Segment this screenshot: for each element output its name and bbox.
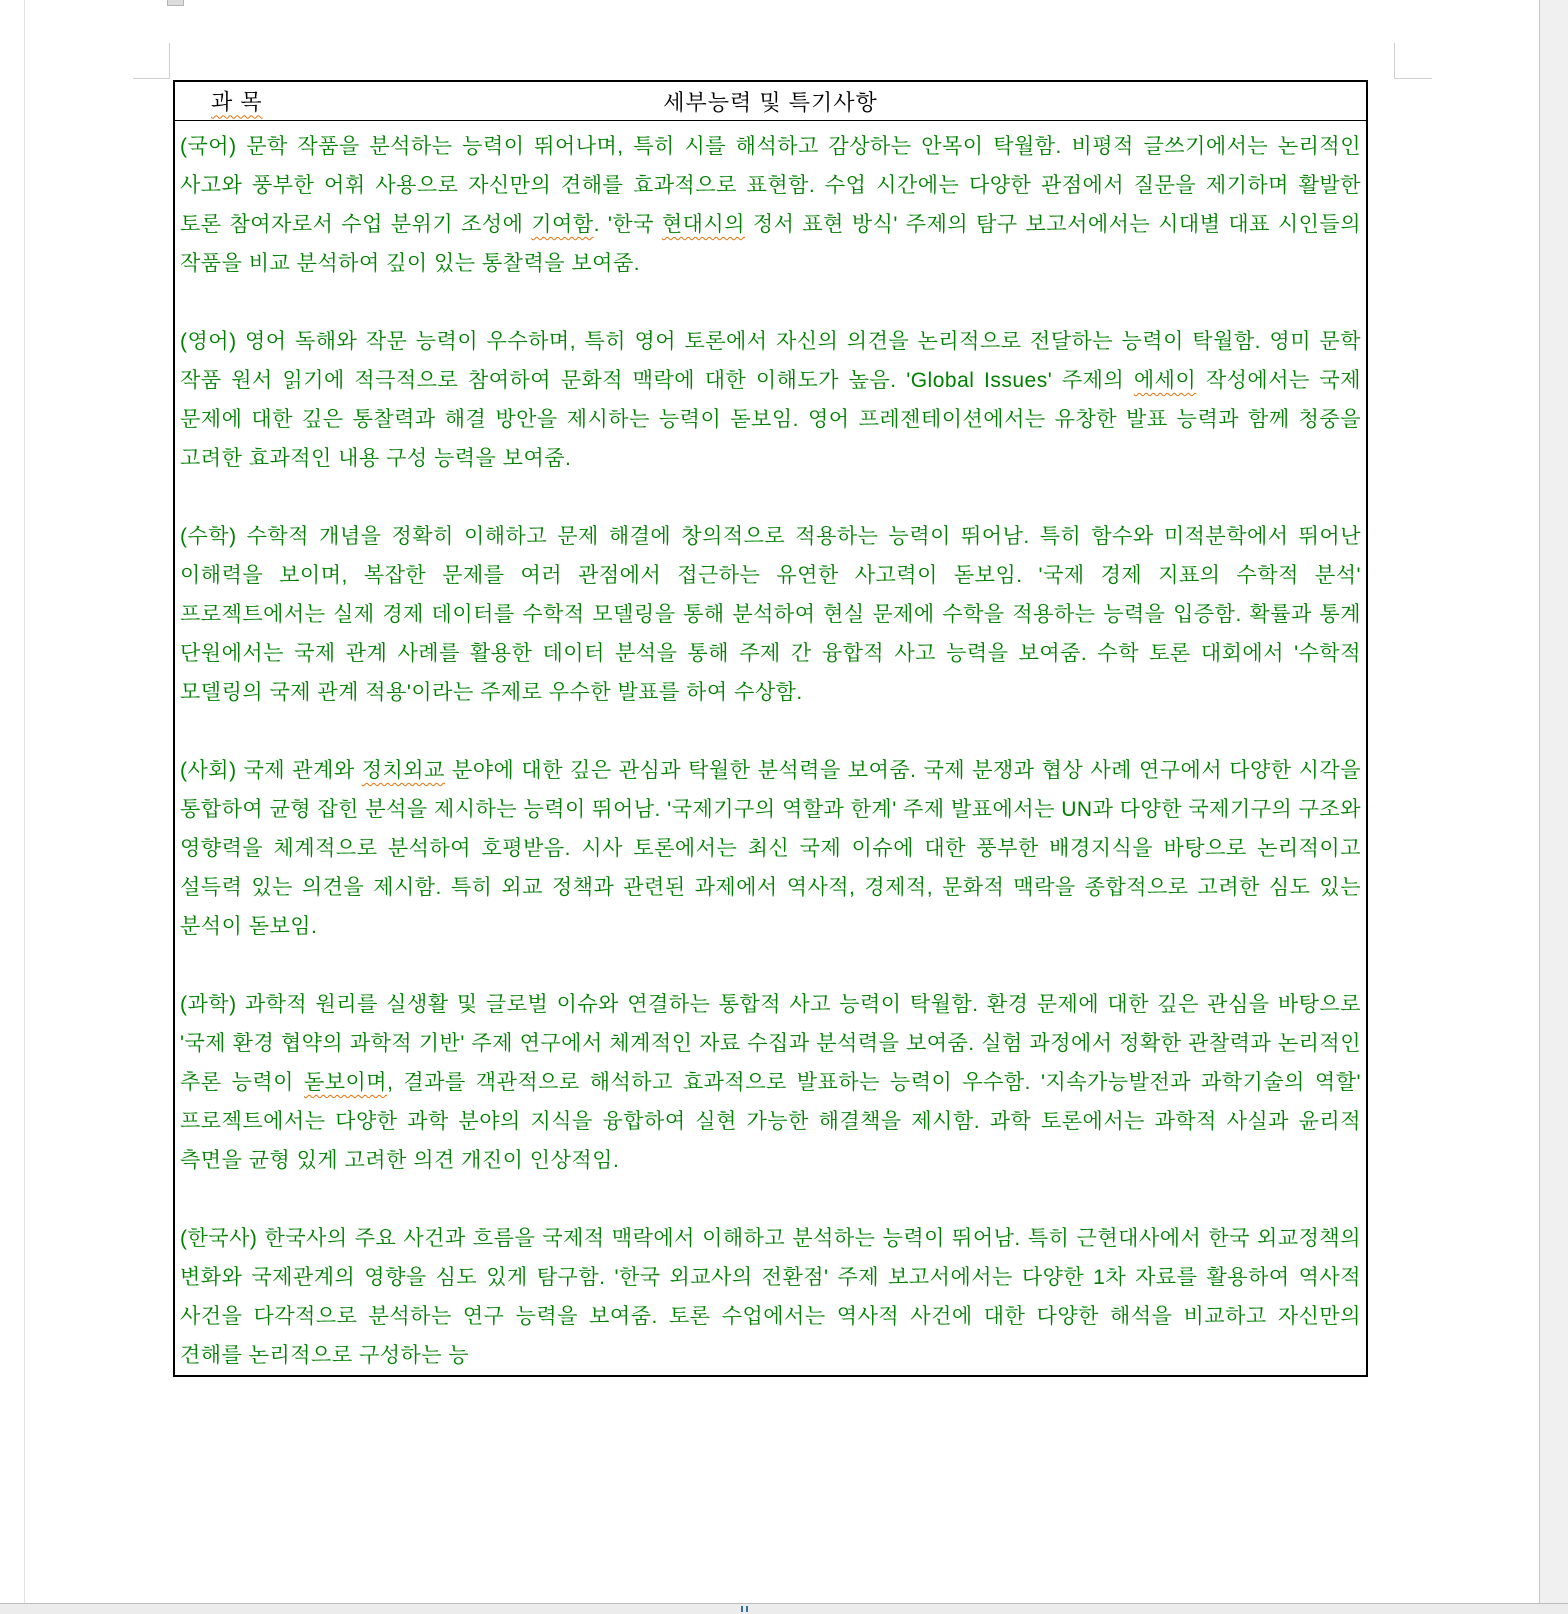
- records-table: [173, 80, 1368, 1377]
- detail-body-cell[interactable]: [175, 121, 1366, 1375]
- table-header-row: [175, 82, 1366, 121]
- clipped-top-widget[interactable]: [167, 0, 184, 6]
- paragraph-english[interactable]: (영어) 영어 독해와 작문 능력이 우수하며, 특히 영어 토론에서 자신의 의견을 논리적으로 전달하는 능력이 탁월함. 영미 문학 작품 원서 읽기에 적극적으로 참여하여 문화적 맥락에 대한 이해도가 높음. 'Global Issues' 주제의 에세이 작성에서는 국제 문제에 대한 깊은 통찰력과 해결 방안을 제시하는 능력이 돋보임. 영어 프레젠테이션에서는 유창한 발표 능력과 함께 청중을 고려한 효과적인 내용 구성 능력을 보여줌.: [180, 330, 1361, 470]
- paragraph-social[interactable]: (사회) 국제 관계와 정치외교 분야에 대한 깊은 관심과 탁월한 분석력을 보여줌. 국제 분쟁과 협상 사례 연구에서 다양한 시각을 통합하여 균형 잡힌 분석을 제시하는 능력이 뛰어남. '국제기구의 역할과 한계' 주제 발표에서는 UN과 다양한 국제기구의 구조와 영향력을 체계적으로 분석하여 호평받음. 시사 토론에서는 최신 국제 이슈에 대한 풍부한 배경지식을 바탕으로 논리적이고 설득력 있는 의견을 제시함. 특히 외교 정책과 관련된 과제에서 역사적, 경제적, 문화적 맥락을 종합적으로 고려한 심도 있는 분석이 돋보임.: [180, 759, 1361, 938]
- header-detail-label[interactable]: 세부능력 및 특기사항: [663, 89, 878, 115]
- paragraph-science[interactable]: (과학) 과학적 원리를 실생활 및 글로벌 이슈와 연결하는 통합적 사고 능력이 탁월함. 환경 문제에 대한 깊은 관심을 바탕으로 '국제 환경 협약의 과학적 기반' 주제 연구에서 체계적인 자료 수집과 분석력을 보여줌. 실험 과정에서 정확한 관찰력과 논리적인 추론 능력이 돋보이며, 결과를 객관적으로 해석하고 효과적으로 발표하는 능력이 우수함. '지속가능발전과 과학기술의 역할' 프로젝트에서는 다양한 과학 분야의 지식을 융합하여 실현 가능한 해결책을 제시함. 과학 토론에서는 과학적 사실과 윤리적 측면을 균형 있게 고려한 의견 개진이 인상적임.: [180, 993, 1361, 1172]
- margin-corner-mark-top-right: [1394, 43, 1432, 79]
- paragraph-korean-history[interactable]: (한국사) 한국사의 주요 사건과 흐름을 국제적 맥락에서 이해하고 분석하는 능력이 뛰어남. 특히 근현대사에서 한국 외교정책의 변화와 국제관계의 영향을 심도 있게 탐구함. '한국 외교사의 전환점' 주제 보고서에서는 다양한 1차 자료를 활용하여 역사적 사건을 다각적으로 분석하는 연구 능력을 보여줌. 토론 수업에서는 역사적 사건에 대한 다양한 해석을 비교하고 자신만의 견해를 논리적으로 구성하는 능: [180, 1227, 1361, 1367]
- app-background-gutter: [1539, 0, 1568, 1614]
- page-left-edge: [24, 0, 25, 1614]
- panel-resize-handle[interactable]: [740, 1606, 750, 1612]
- paragraph-korean[interactable]: (국어) 문학 작품을 분석하는 능력이 뛰어나며, 특히 시를 해석하고 감상하는 안목이 탁월함. 비평적 글쓰기에서는 논리적인 사고와 풍부한 어휘 사용으로 자신만의 견해를 효과적으로 표현함. 수업 시간에는 다양한 관점에서 질문을 제기하며 활발한 토론 참여자로서 수업 분위기 조성에 기여함. '한국 현대시의 정서 표현 방식' 주제의 탐구 보고서에서는 시대별 대표 시인들의 작품을 비교 분석하여 깊이 있는 통찰력을 보여줌.: [180, 135, 1361, 275]
- bottom-panel-edge: [0, 1603, 1568, 1614]
- paragraph-math[interactable]: (수학) 수학적 개념을 정확히 이해하고 문제 해결에 창의적으로 적용하는 능력이 뛰어남. 특히 함수와 미적분학에서 뛰어난 이해력을 보이며, 복잡한 문제를 여러 관점에서 접근하는 유연한 사고력이 돋보임. '국제 경제 지표의 수학적 분석' 프로젝트에서는 실제 경제 데이터를 수학적 모델링을 통해 분석하여 현실 문제에 수학을 적용하는 능력을 입증함. 확률과 통계 단원에서는 국제 관계 사례를 활용한 데이터 분석을 통해 주제 간 융합적 사고 능력을 보여줌. 수학 토론 대회에서 '수학적 모델링의 국제 관계 적용'이라는 주제로 우수한 발표를 하여 수상함.: [180, 525, 1361, 704]
- header-subject-label[interactable]: 과 목: [211, 89, 263, 115]
- margin-corner-mark-top-left: [133, 43, 170, 79]
